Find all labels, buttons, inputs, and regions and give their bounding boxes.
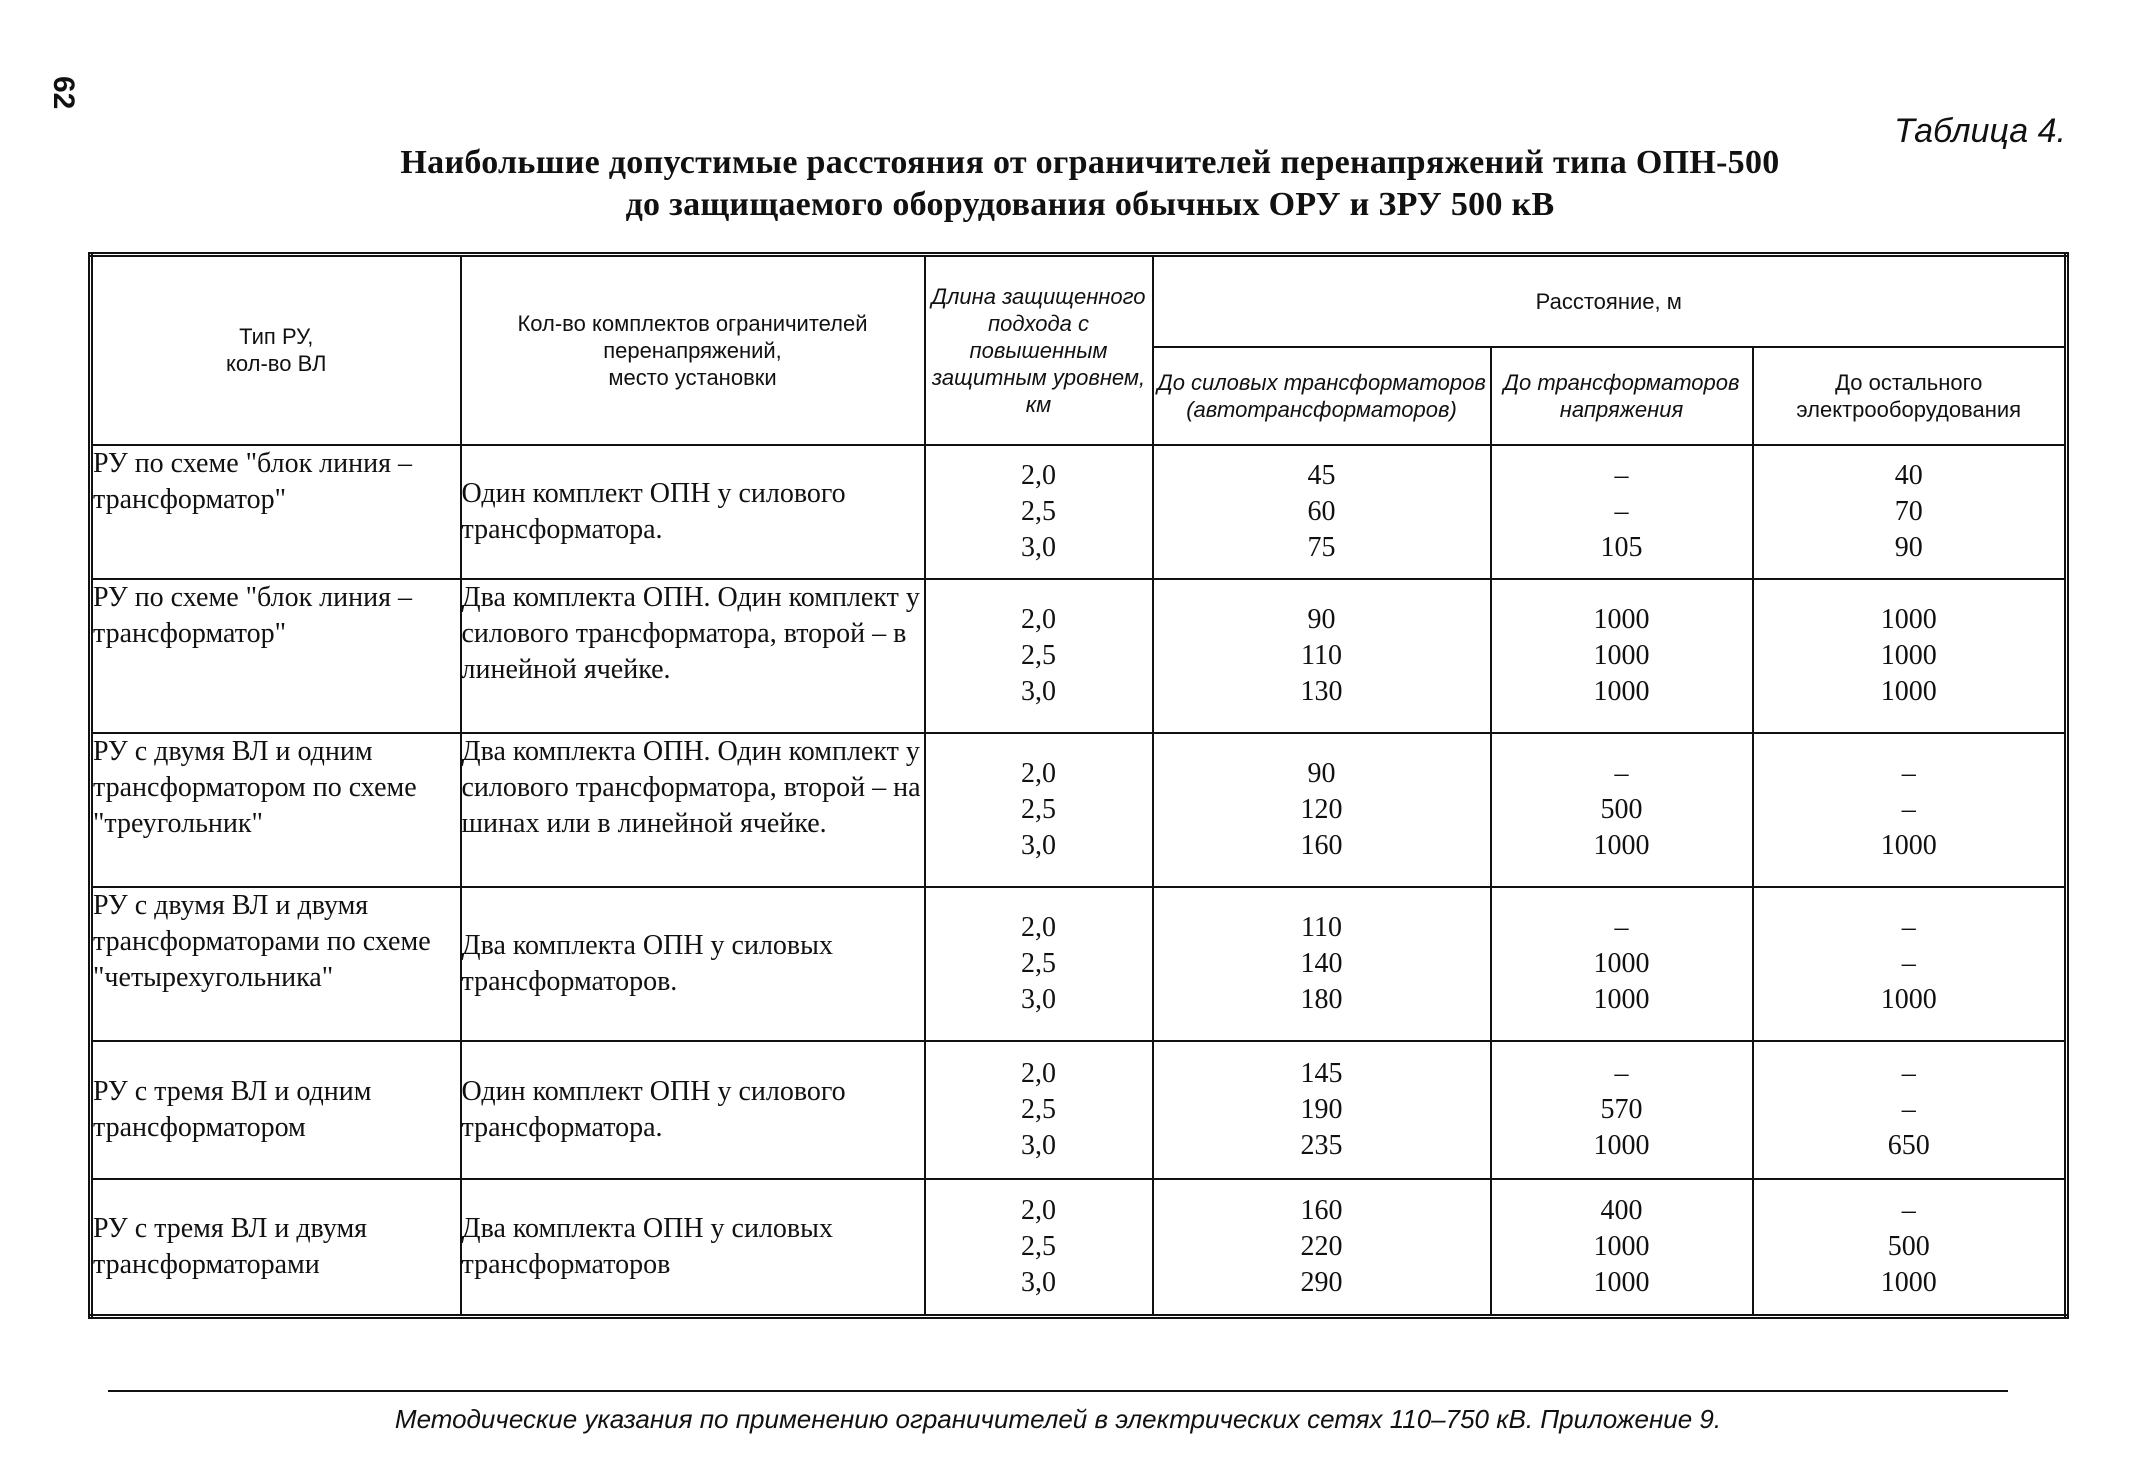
voltage-value: 500 — [1600, 793, 1643, 825]
other-value: 1000 — [1880, 675, 1937, 707]
voltage-value: 570 — [1600, 1093, 1643, 1125]
length-value: 3,0 — [1021, 531, 1056, 563]
header-to-voltage-text: До трансформаторов напряжения — [1503, 369, 1740, 422]
header-distance-text: Расстояние, м — [1535, 288, 1682, 314]
length-value: 3,0 — [1021, 1129, 1056, 1161]
length-value: 2,0 — [1021, 911, 1056, 943]
header-to-other — [1753, 347, 2067, 445]
power-value: 130 — [1300, 675, 1343, 707]
cell-other — [1753, 1041, 2067, 1179]
cell-type: РУ с двумя ВЛ и двумя трансформаторами по схеме "четырехугольника" — [91, 887, 461, 1041]
voltage-value: 1000 — [1593, 829, 1650, 861]
length-value: 2,5 — [1021, 1093, 1056, 1125]
page-footer: Методические указания по применению ограничителей в электрических сетях 110–750 кВ. Приложение 9. — [394, 1404, 1722, 1434]
cell-voltage — [1491, 1041, 1753, 1179]
table-title-line-1: Наибольшие допустимые расстояния от ограничителей перенапряжений типа ОПН-500 — [400, 144, 1780, 181]
cell-voltage — [1491, 445, 1753, 579]
power-value: 220 — [1300, 1230, 1343, 1262]
length-value: 3,0 — [1021, 829, 1056, 861]
other-value: 500 — [1887, 1230, 1930, 1262]
header-to-voltage — [1491, 347, 1753, 445]
other-value: 40 — [1894, 459, 1923, 491]
power-value: 290 — [1300, 1266, 1343, 1298]
other-value: – — [1901, 1093, 1916, 1125]
length-value: 2,0 — [1021, 1194, 1056, 1226]
header-to-power-text: До силовых трансформаторов (автотрансформаторов) — [1157, 369, 1486, 422]
voltage-value: 1000 — [1593, 603, 1650, 635]
power-value: 120 — [1300, 793, 1343, 825]
power-value: 75 — [1307, 531, 1336, 563]
page-number: 62 — [47, 76, 80, 110]
cell-sets: Один комплект ОПН у силового трансформатора. — [461, 445, 925, 579]
header-sets-text: Кол-во комплектов ограничителей перенапряжений, место установки — [517, 310, 868, 390]
cell-voltage — [1491, 1179, 1753, 1317]
cell-lengths — [925, 1179, 1153, 1317]
cell-other — [1753, 579, 2067, 733]
cell-sets: Один комплект ОПН у силового трансформатора. — [461, 1041, 925, 1179]
power-value: 160 — [1300, 1194, 1343, 1226]
power-value: 235 — [1300, 1129, 1343, 1161]
table-title-line-2: до защищаемого оборудования обычных ОРУ и ЗРУ 500 кВ — [625, 186, 1555, 223]
table-row — [91, 733, 2067, 887]
footer-divider — [108, 1390, 2008, 1392]
voltage-value: – — [1614, 911, 1629, 943]
other-value: 650 — [1887, 1129, 1930, 1161]
other-value: 1000 — [1880, 829, 1937, 861]
data-table — [88, 252, 2069, 1319]
power-value: 110 — [1301, 639, 1342, 671]
length-value: 2,5 — [1021, 1230, 1056, 1262]
header-to-other-text: До остального электрооборудования — [1796, 369, 2022, 422]
power-value: 90 — [1307, 757, 1336, 789]
voltage-value: 1000 — [1593, 639, 1650, 671]
other-value: 1000 — [1880, 603, 1937, 635]
voltage-value: 1000 — [1593, 983, 1650, 1015]
cell-sets: Два комплекта ОПН. Один комплект у силового трансформатора, второй – в линейной ячейке. — [461, 579, 925, 733]
cell-type: РУ с тремя ВЛ и двумя трансформаторами — [91, 1179, 461, 1317]
cell-voltage — [1491, 579, 1753, 733]
cell-other — [1753, 733, 2067, 887]
voltage-value: – — [1614, 757, 1629, 789]
cell-sets: Два комплекта ОПН. Один комплект у силового трансформатора, второй – на шинах или в линейной ячейке. — [461, 733, 925, 887]
other-value: 1000 — [1880, 983, 1937, 1015]
power-value: 45 — [1307, 459, 1336, 491]
cell-voltage — [1491, 887, 1753, 1041]
length-value: 2,0 — [1021, 603, 1056, 635]
cell-sets: Два комплекта ОПН у силовых трансформаторов — [461, 1179, 925, 1317]
cell-lengths — [925, 1041, 1153, 1179]
power-value: 190 — [1300, 1093, 1343, 1125]
cell-type: РУ с тремя ВЛ и одним трансформатором — [91, 1041, 461, 1179]
cell-power — [1153, 733, 1491, 887]
power-value: 140 — [1300, 947, 1343, 979]
cell-power — [1153, 579, 1491, 733]
header-to-power — [1153, 347, 1491, 445]
other-value: 90 — [1894, 531, 1923, 563]
other-value: 1000 — [1880, 1266, 1937, 1298]
cell-other — [1753, 1179, 2067, 1317]
other-value: 1000 — [1880, 639, 1937, 671]
header-distance — [1153, 255, 2067, 347]
table-title — [380, 142, 1800, 226]
other-value: 70 — [1894, 495, 1923, 527]
header-sets — [461, 255, 925, 445]
cell-lengths — [925, 887, 1153, 1041]
length-value: 3,0 — [1021, 675, 1056, 707]
voltage-value: 1000 — [1593, 1230, 1650, 1262]
cell-type: РУ по схеме "блок линия – трансформатор" — [91, 445, 461, 579]
cell-voltage — [1491, 733, 1753, 887]
voltage-value: 1000 — [1593, 1129, 1650, 1161]
table-label: Таблица 4. — [1894, 112, 2066, 150]
voltage-value: – — [1614, 459, 1629, 491]
cell-power — [1153, 887, 1491, 1041]
cell-other — [1753, 445, 2067, 579]
other-value: – — [1901, 757, 1916, 789]
length-value: 3,0 — [1021, 983, 1056, 1015]
cell-power — [1153, 445, 1491, 579]
cell-type: РУ по схеме "блок линия – трансформатор" — [91, 579, 461, 733]
cell-power — [1153, 1041, 1491, 1179]
other-value: – — [1901, 1194, 1916, 1226]
cell-type: РУ с двумя ВЛ и одним трансформатором по схеме "треугольник" — [91, 733, 461, 887]
cell-lengths — [925, 579, 1153, 733]
power-value: 180 — [1300, 983, 1343, 1015]
voltage-value: 1000 — [1593, 947, 1650, 979]
power-value: 110 — [1301, 911, 1342, 943]
header-type-text: Тип РУ, кол-во ВЛ — [226, 324, 327, 377]
power-value: 60 — [1307, 495, 1336, 527]
voltage-value: 1000 — [1593, 675, 1650, 707]
length-value: 3,0 — [1021, 1266, 1056, 1298]
voltage-value: 1000 — [1593, 1266, 1650, 1298]
length-value: 2,0 — [1021, 757, 1056, 789]
power-value: 90 — [1307, 603, 1336, 635]
length-value: 2,0 — [1021, 1057, 1056, 1089]
length-value: 2,0 — [1021, 459, 1056, 491]
power-value: 145 — [1300, 1057, 1343, 1089]
table-row — [91, 1179, 2067, 1317]
cell-lengths — [925, 445, 1153, 579]
voltage-value: 105 — [1600, 531, 1643, 563]
length-value: 2,5 — [1021, 947, 1056, 979]
cell-other — [1753, 887, 2067, 1041]
length-value: 2,5 — [1021, 639, 1056, 671]
power-value: 160 — [1300, 829, 1343, 861]
voltage-value: 400 — [1600, 1194, 1643, 1226]
cell-sets: Два комплекта ОПН у силовых трансформаторов. — [461, 887, 925, 1041]
voltage-value: – — [1614, 495, 1629, 527]
length-value: 2,5 — [1021, 793, 1056, 825]
other-value: – — [1901, 911, 1916, 943]
voltage-value: – — [1614, 1057, 1629, 1089]
table-row — [91, 579, 2067, 733]
header-length-text: Длина защищенного подхода с повышенным защитным уровнем, км — [931, 283, 1146, 417]
cell-power — [1153, 1179, 1491, 1317]
length-value: 2,5 — [1021, 495, 1056, 527]
other-value: – — [1901, 793, 1916, 825]
header-type — [91, 255, 461, 445]
header-length — [925, 255, 1153, 445]
other-value: – — [1901, 947, 1916, 979]
table-row — [91, 445, 2067, 579]
table-row — [91, 887, 2067, 1041]
table-row — [91, 1041, 2067, 1179]
other-value: – — [1901, 1057, 1916, 1089]
cell-lengths — [925, 733, 1153, 887]
